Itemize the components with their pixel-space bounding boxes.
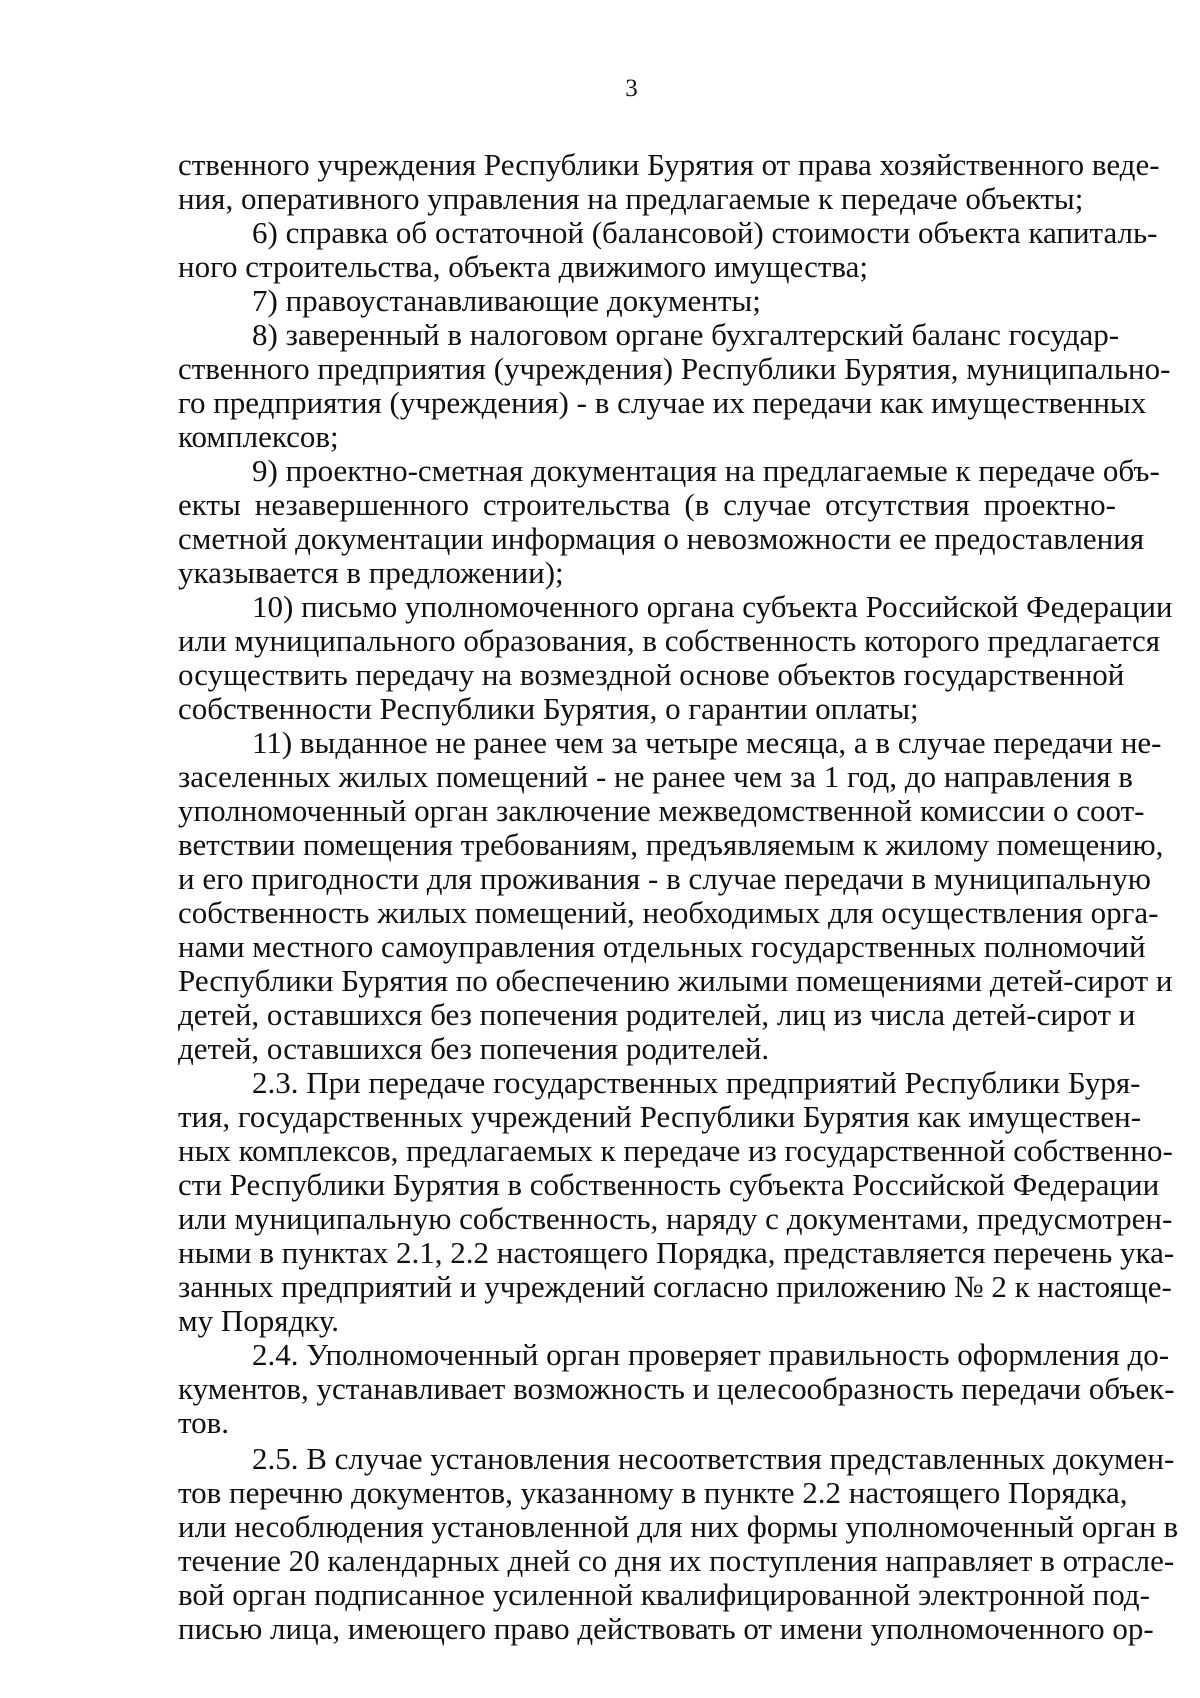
text-line: 7) правоустанавливающие документы; [252,283,761,318]
text-line: писью лица, имеющего право действовать от имени уполномоченного ор- [178,1611,1154,1646]
text-line: ния, оперативного управления на предлагаемые к передаче объекты; [178,181,1084,216]
text-line: му Порядку. [178,1303,340,1338]
text-line: 11) выданное не ранее чем за четыре месяца, а в случае передачи не- [252,725,1162,760]
text-line: детей, оставшихся без попечения родителей, лиц из числа детей-сирот и [178,997,1136,1032]
text-line: собственность жилых помещений, необходимых для осуществления орга- [178,895,1159,930]
text-line: кументов, устанавливает возможность и целесообразность передачи объек- [178,1371,1175,1406]
text-line: екты незавершенного строительства (в случае отсутствия проектно- [178,487,1116,522]
text-line: уполномоченный орган заключение межведомственной комиссии о соот- [178,793,1145,828]
text-line: детей, оставшихся без попечения родителей. [178,1031,770,1066]
text-line: Республики Бурятия по обеспечению жилыми помещениями детей-сирот и [178,963,1173,998]
text-line: вой орган подписанное усиленной квалифицированной электронной под- [178,1577,1150,1612]
text-line: ветствии помещения требованиям, предъявляемым к жилому помещению, [178,827,1164,862]
text-line: 2.5. В случае установления несоответствия представленных докумен- [252,1441,1175,1476]
text-line: 6) справка об остаточной (балансовой) стоимости объекта капиталь- [252,215,1158,250]
text-line: осуществить передачу на возмездной основе объектов государственной [178,657,1125,692]
text-line: ных комплексов, предлагаемых к передаче из государственной собственно- [178,1133,1173,1168]
text-line: ственного предприятия (учреждения) Республики Бурятия, муниципально- [178,351,1171,386]
text-line: тия, государственных учреждений Республики Бурятия как имуществен- [178,1099,1142,1134]
text-line: го предприятия (учреждения) - в случае их передачи как имущественных [178,385,1147,420]
text-line: собственности Республики Бурятия, о гарантии оплаты; [178,691,919,726]
text-line: 8) заверенный в налоговом органе бухгалтерский баланс государ- [252,317,1120,352]
text-line: занных предприятий и учреждений согласно приложению № 2 к настояще- [178,1269,1172,1304]
text-line: тов. [178,1405,230,1440]
text-line: ственного учреждения Республики Бурятия от права хозяйственного веде- [178,147,1160,182]
text-line: нами местного самоуправления отдельных государственных полномочий [178,929,1146,964]
text-line: или несоблюдения установленной для них формы уполномоченный орган в [178,1509,1179,1544]
text-line: заселенных жилых помещений - не ранее чем за 1 год, до направления в [178,759,1133,794]
text-line: комплексов; [178,419,339,454]
page-number: 3 [625,75,638,102]
text-line: 2.4. Уполномоченный орган проверяет правильность оформления до- [252,1337,1170,1372]
document-body [178,147,1179,1646]
text-line: 9) проектно-сметная документация на предлагаемые к передаче объ- [252,453,1160,488]
text-line: тов перечню документов, указанному в пункте 2.2 настоящего Порядка, [178,1475,1128,1510]
text-line: указывается в предложении); [178,555,564,590]
text-line: или муниципального образования, в собственность которого предлагается [178,623,1161,658]
text-line: 10) письмо уполномоченного органа субъекта Российской Федерации [252,589,1173,624]
text-line: сти Республики Бурятия в собственность субъекта Российской Федерации [178,1167,1160,1202]
text-line: и его пригодности для проживания - в случае передачи в муниципальную [178,861,1151,896]
text-line: течение 20 календарных дней со дня их поступления направляет в отрасле- [178,1543,1175,1578]
text-line: сметной документации информация о невозможности ее предоставления [178,521,1145,556]
text-line: или муниципальную собственность, наряду с документами, предусмотрен- [178,1201,1173,1236]
text-line: ными в пунктах 2.1, 2.2 настоящего Порядка, представляется перечень ука- [178,1235,1175,1270]
text-line: 2.3. При передаче государственных предприятий Республики Буря- [252,1065,1141,1100]
text-line: ного строительства, объекта движимого имущества; [178,249,868,284]
